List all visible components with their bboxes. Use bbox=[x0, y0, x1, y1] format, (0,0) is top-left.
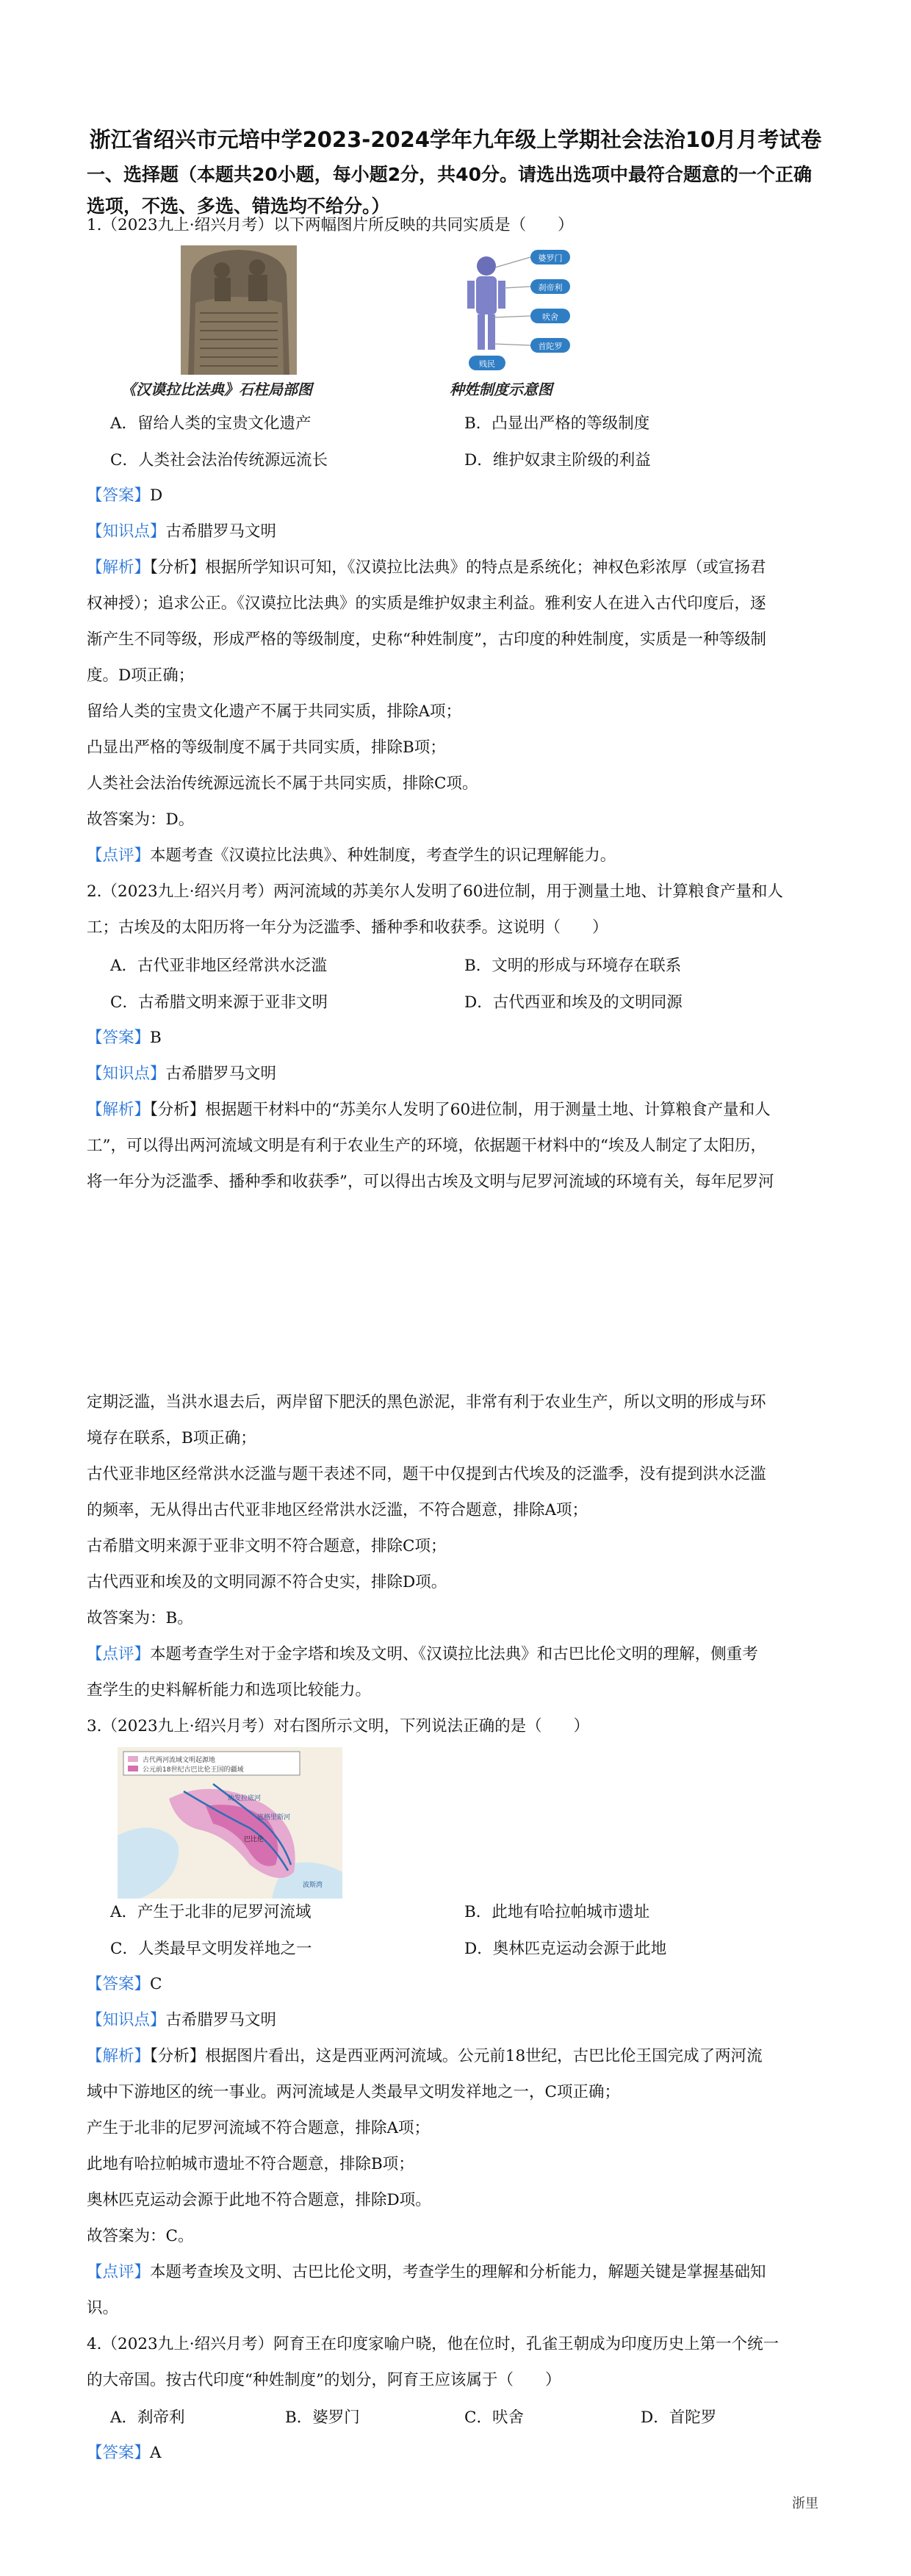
q1-option-b: B．凸显出严格的等级制度 bbox=[464, 414, 650, 433]
q2-option-d: D．古代西亚和埃及的文明同源 bbox=[464, 993, 683, 1012]
q3-option-c: C．人类最早文明发祥地之一 bbox=[110, 1940, 312, 1958]
q2-line-3: 古希腊文明来源于亚非文明不符合题意，排除C项； bbox=[87, 1537, 447, 1555]
q1-option-c: C．人类社会法治传统源远流长 bbox=[110, 451, 328, 469]
q2-analysis-cont-line-2: 境存在联系，B项正确； bbox=[87, 1429, 256, 1447]
page-footer: 浙里 bbox=[792, 2496, 818, 2511]
analysis-text: 【分析】根据题干材料中的“苏美尔人发明了60进位制，用于测量土地、计算粮食产量和人 bbox=[150, 1101, 771, 1119]
kp-tag: 【知识点】 bbox=[87, 522, 166, 541]
q2-option-a: A．古代亚非地区经常洪水泛滥 bbox=[110, 957, 328, 975]
q3-comment-line-1 bbox=[87, 2254, 829, 2290]
q4-option-b: B．婆罗门 bbox=[285, 2408, 360, 2427]
q2-stem-line-2: 工；古埃及的太阳历将一年分为泛滥季、播种季和收获季。这说明（ ） bbox=[87, 918, 608, 937]
q2-option-c: C．古希腊文明来源于亚非文明 bbox=[110, 993, 328, 1012]
map-label-persian-gulf: 波斯湾 bbox=[303, 1882, 323, 1889]
answer-value: B bbox=[150, 1029, 162, 1047]
q4-option-d: D．首陀罗 bbox=[641, 2408, 717, 2427]
q2-option-b: B．文明的形成与环境存在联系 bbox=[464, 957, 682, 975]
caste-label-brahmin: 婆罗门 bbox=[538, 253, 563, 263]
comment-tag: 【点评】 bbox=[87, 846, 151, 865]
q3-line-4: 故答案为：C。 bbox=[87, 2227, 194, 2245]
q3-answer bbox=[87, 1966, 829, 2002]
q1-line-2: 凸显出严格的等级制度不属于共同实质，排除B项； bbox=[87, 738, 446, 757]
caste-system-diagram bbox=[454, 245, 577, 379]
answer-tag: 【答案】 bbox=[87, 1975, 151, 1993]
answer-value: D bbox=[150, 486, 163, 505]
mesopotamia-map-image bbox=[118, 1747, 342, 1902]
q1-analysis-line-2: 权神授）；追求公正。《汉谟拉比法典》的实质是维护奴隶主利益。雅利安人在进入古代印度后，逐 bbox=[87, 594, 766, 613]
q3-option-a: A．产生于北非的尼罗河流域 bbox=[110, 1903, 312, 1921]
page-title: 浙江省绍兴市元培中学2023-2024学年九年级上学期社会法治10月月考试卷 bbox=[89, 127, 822, 152]
q1-knowledge-point bbox=[87, 514, 829, 550]
section-heading-line-2: 选项，不选、多选、错选均不给分。） bbox=[87, 195, 390, 217]
q4-option-a: A．刹帝利 bbox=[110, 2408, 185, 2427]
analysis-tag: 【解析】 bbox=[87, 558, 151, 577]
answer-value: A bbox=[150, 2444, 162, 2462]
q1-analysis-line-3: 渐产生不同等级，形成严格的等级制度，史称“种姓制度”，古印度的种姓制度，实质是一种等级制 bbox=[87, 630, 766, 649]
map-label-babylon: 巴比伦 bbox=[244, 1836, 264, 1843]
kp-tag: 【知识点】 bbox=[87, 1065, 166, 1083]
comment-tag: 【点评】 bbox=[87, 2263, 151, 2281]
q1-analysis-line-4: 度。D项正确； bbox=[87, 666, 195, 685]
q2-stem-line-1: 2.（2023九上·绍兴月考）两河流域的苏美尔人发明了60进位制，用于测量土地、计算粮食产量和人 bbox=[87, 882, 783, 901]
q1-answer bbox=[87, 478, 829, 514]
analysis-tag: 【解析】 bbox=[87, 2047, 151, 2065]
comment-text: 本题考查《汉谟拉比法典》、种姓制度，考查学生的识记理解能力。 bbox=[150, 846, 616, 865]
q2-analysis-line-2: 工”，可以得出两河流域文明是有利于农业生产的环境，依据题干材料中的“埃及人制定了太阳历， bbox=[87, 1137, 766, 1155]
caste-caption: 种姓制度示意图 bbox=[450, 381, 552, 398]
q3-line-2: 此地有哈拉帕城市遗址不符合题意，排除B项； bbox=[87, 2155, 414, 2173]
q1-analysis-line-1 bbox=[87, 550, 829, 586]
q4-stem-line-2: 的大帝国。按古代印度“种姓制度”的划分，阿育王应该属于（ ） bbox=[87, 2371, 561, 2389]
q1-line-3: 人类社会法治传统源远流长不属于共同实质，排除C项。 bbox=[87, 774, 478, 793]
q4-stem-line-1: 4.（2023九上·绍兴月考）阿育王在印度家喻户晓，他在位时，孔雀王朝成为印度历史上第一个统一 bbox=[87, 2335, 779, 2353]
q2-line-2: 的频率，无从得出古代亚非地区经常洪水泛滥，不符合题意，排除A项； bbox=[87, 1501, 588, 1519]
answer-tag: 【答案】 bbox=[87, 2444, 151, 2462]
analysis-text: 【分析】根据所学知识可知，《汉谟拉比法典》的特点是系统化；神权色彩浓厚（或宣扬君 bbox=[150, 558, 766, 577]
q2-answer bbox=[87, 1020, 829, 1056]
q4-option-c: C．吠舍 bbox=[464, 2408, 524, 2427]
q3-analysis-line-1 bbox=[87, 2038, 829, 2074]
caste-label-shudra: 首陀罗 bbox=[538, 342, 563, 351]
kp-value: 古希腊罗马文明 bbox=[165, 2011, 277, 2029]
answer-value: C bbox=[150, 1975, 162, 1993]
q3-option-b: B．此地有哈拉帕城市遗址 bbox=[464, 1903, 650, 1921]
map-label-tigris: 底格里斯河 bbox=[257, 1814, 291, 1821]
q3-knowledge-point bbox=[87, 2002, 829, 2038]
answer-tag: 【答案】 bbox=[87, 486, 151, 505]
q2-analysis-cont-line-1: 定期泛滥，当洪水退去后，两岸留下肥沃的黑色淤泥，非常有利于农业生产，所以文明的形成与环 bbox=[87, 1393, 766, 1411]
q1-option-d: D．维护奴隶主阶级的利益 bbox=[464, 451, 651, 469]
q2-knowledge-point bbox=[87, 1056, 829, 1092]
q2-analysis-line-3: 将一年分为泛滥季、播种季和收获季”，可以得出古埃及文明与尼罗河流域的环境有关，每年尼罗河 bbox=[87, 1173, 774, 1191]
q2-comment-line-2: 查学生的史料解析能力和选项比较能力。 bbox=[87, 1681, 372, 1699]
q2-line-5: 故答案为：B。 bbox=[87, 1609, 193, 1627]
comment-text: 本题考查埃及文明、古巴比伦文明，考查学生的理解和分析能力，解题关键是掌握基础知 bbox=[150, 2263, 766, 2281]
q1-line-1: 留给人类的宝贵文化遗产不属于共同实质，排除A项； bbox=[87, 702, 462, 721]
kp-value: 古希腊罗马文明 bbox=[165, 1065, 277, 1083]
comment-text: 本题考查学生对于金字塔和埃及文明、《汉谟拉比法典》和古巴比伦文明的理解，侧重考 bbox=[150, 1645, 758, 1663]
q3-stem: 3.（2023九上·绍兴月考）对右图所示文明，下列说法正确的是（ ） bbox=[87, 1717, 590, 1735]
q3-line-3: 奥林匹克运动会源于此地不符合题意，排除D项。 bbox=[87, 2191, 431, 2209]
section-heading-line-1: 一、选择题（本题共20小题，每小题2分，共40分。请选出选项中最符合题意的一个正确 bbox=[87, 164, 812, 185]
q2-line-4: 古代西亚和埃及的文明同源不符合史实，排除D项。 bbox=[87, 1573, 447, 1591]
q3-analysis-line-2: 域中下游地区的统一事业。两河流域是人类最早文明发祥地之一，C项正确； bbox=[87, 2083, 620, 2101]
caste-label-untouchable: 贱民 bbox=[479, 359, 495, 369]
q2-line-1: 古代亚非地区经常洪水泛滥与题干表述不同，题干中仅提到古代埃及的泛滥季，没有提到洪水泛滥 bbox=[87, 1465, 766, 1483]
analysis-text: 【分析】根据图片看出，这是西亚两河流域。公元前18世纪，古巴比伦王国完成了两河流 bbox=[150, 2047, 763, 2065]
comment-tag: 【点评】 bbox=[87, 1645, 151, 1663]
q3-comment-line-2: 识。 bbox=[87, 2299, 119, 2317]
q1-stem: 1.（2023九上·绍兴月考）以下两幅图片所反映的共同实质是（ ） bbox=[87, 216, 574, 234]
q1-line-4: 故答案为：D。 bbox=[87, 810, 195, 829]
q3-option-d: D．奥林匹克运动会源于此地 bbox=[464, 1940, 667, 1958]
kp-value: 古希腊罗马文明 bbox=[165, 522, 277, 541]
q3-line-1: 产生于北非的尼罗河流域不符合题意，排除A项； bbox=[87, 2119, 431, 2137]
q4-answer bbox=[87, 2435, 829, 2471]
q1-comment bbox=[87, 838, 829, 874]
q1-option-a: A．留给人类的宝贵文化遗产 bbox=[110, 414, 312, 433]
map-label-euphrates: 幼发拉底河 bbox=[228, 1795, 262, 1802]
answer-tag: 【答案】 bbox=[87, 1029, 151, 1047]
map-legend-1: 古代两河流域文明起源地 bbox=[143, 1757, 216, 1764]
hammurabi-caption: 《汉谟拉比法典》石柱局部图 bbox=[121, 381, 312, 398]
map-legend-2: 公元前18世纪古巴比伦王国的疆域 bbox=[143, 1766, 244, 1774]
kp-tag: 【知识点】 bbox=[87, 2011, 166, 2029]
analysis-tag: 【解析】 bbox=[87, 1101, 151, 1119]
q2-analysis-line-1 bbox=[87, 1092, 829, 1128]
caste-label-kshatriya: 刹帝利 bbox=[538, 283, 563, 292]
caste-label-vaishya: 吠舍 bbox=[542, 312, 558, 322]
hammurabi-stele-image bbox=[181, 245, 297, 378]
q2-comment-line-1 bbox=[87, 1636, 829, 1672]
